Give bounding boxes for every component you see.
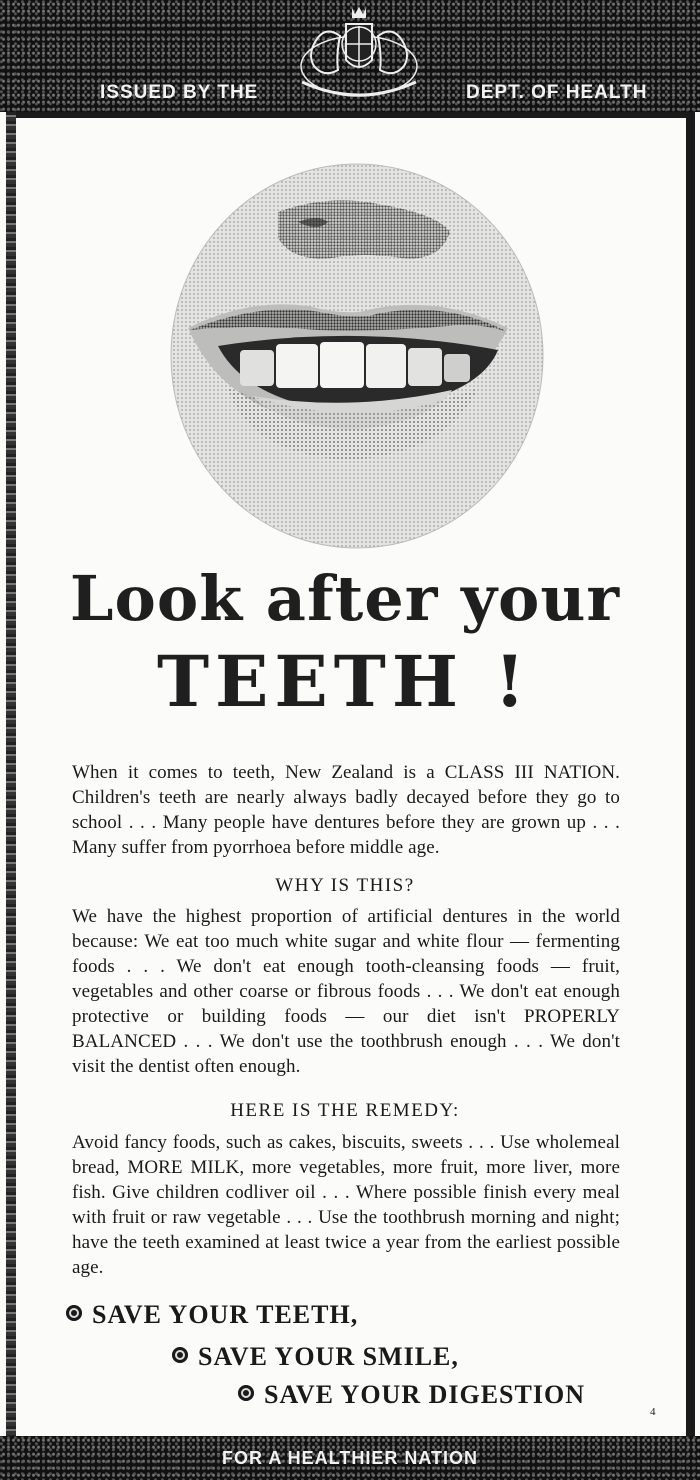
- why-paragraph: We have the highest proportion of artificial dentures in the world because: We eat too much white sugar and white flour — fermenting foods . . . We don't eat enough tooth-cleansing foods — fruit, vegetables and other coarse or fibrous foods . . . We don't eat enough protective or building foods — our diet isn't PROPERLY BALANCED . . . We don't use the toothbrush enough . . . We don't visit the dentist often enough.: [72, 906, 620, 1077]
- bullet-icon: [66, 1305, 82, 1321]
- page-number: 4: [650, 1406, 656, 1418]
- department-label: DEPT. OF HEALTH: [466, 82, 648, 103]
- smile-photo: [168, 160, 546, 552]
- footer-label: FOR A HEALTHIER NATION: [222, 1448, 478, 1468]
- remedy-paragraph: Avoid fancy foods, such as cakes, biscuits, sweets . . . Use wholemeal bread, MORE MILK, more vegetables, more fruit, more liver, more fish. Give children codliver oil . . . Where possible finish every meal with fruit or raw vegetable . . . Use the toothbrush morning and night; have the teeth examined at least twice a year from the earliest possible age.: [72, 1132, 620, 1278]
- right-border: [686, 112, 695, 1436]
- section-heading-remedy: HERE IS THE REMEDY:: [230, 1100, 460, 1121]
- top-frame-rule: [16, 112, 686, 118]
- slogan-save-teeth: SAVE YOUR TEETH,: [66, 1300, 358, 1330]
- header-banner: [0, 0, 700, 112]
- bullet-icon: [238, 1385, 254, 1401]
- slogan-save-digestion: SAVE YOUR DIGESTION: [238, 1380, 585, 1410]
- issued-by-label: ISSUED BY THE: [100, 82, 259, 103]
- section-heading-why: WHY IS THIS?: [275, 875, 415, 896]
- slogan-save-smile: SAVE YOUR SMILE,: [172, 1342, 459, 1372]
- headline-line-1: Look after your: [69, 562, 621, 635]
- headline-line-2: TEETH !: [156, 640, 532, 723]
- royal-coat-of-arms-icon: [284, 4, 434, 108]
- bullet-icon: [172, 1347, 188, 1363]
- footer-banner: [0, 1436, 700, 1480]
- intro-paragraph: When it comes to teeth, New Zealand is a CLASS III NATION. Children's teeth are nearly always badly decayed before they go to school . . . Many people have dentures before they are grown up . . . Many suffer from pyorrhoea before middle age.: [72, 762, 620, 858]
- left-border: [6, 112, 16, 1436]
